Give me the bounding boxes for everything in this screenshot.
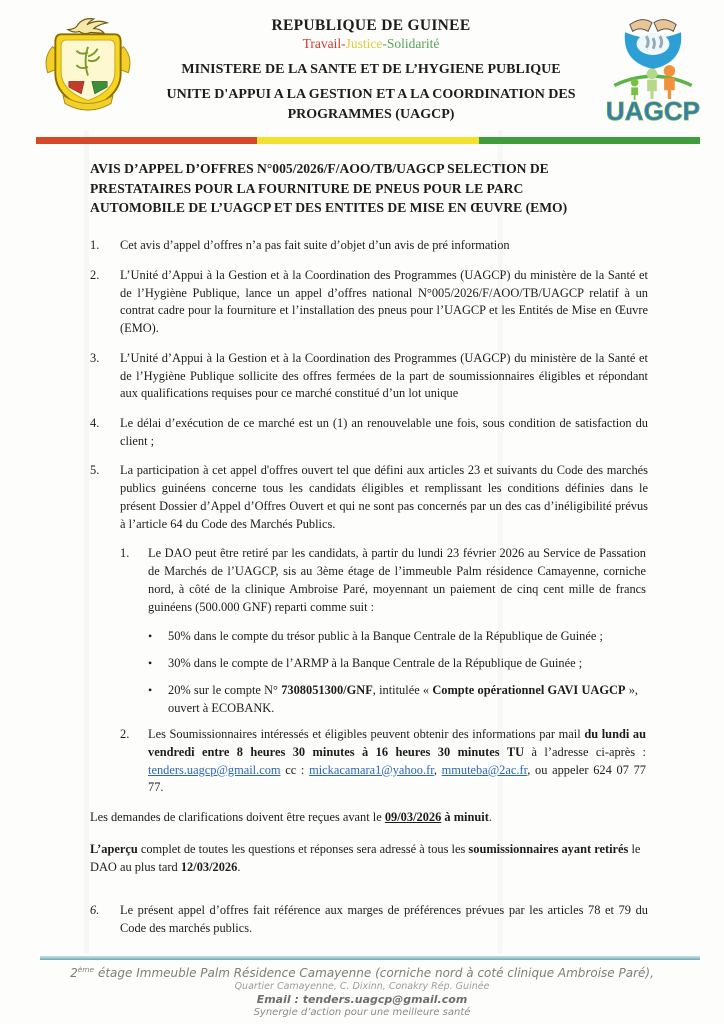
- list-item-2: [90, 267, 724, 338]
- email-link[interactable]: tenders.uagcp@gmail.com: [148, 762, 281, 777]
- scan-artifact-line: [84, 130, 89, 954]
- item-number: 4.: [90, 415, 100, 430]
- sub-list: [120, 545, 724, 797]
- national-motto: Travail-Justice-Solidarité: [302, 36, 440, 51]
- bullet-dot-icon: •: [148, 682, 153, 697]
- item-number: 3.: [90, 350, 100, 365]
- list-item-4: [90, 415, 724, 450]
- republic-title: REPUBLIQUE DE GUINEE: [271, 17, 471, 34]
- bullet-text: 50% dans le compte du trésor public à la Banque Centrale de la République de Guinée ;: [168, 629, 603, 644]
- list-item-3: [90, 350, 724, 403]
- item-text: L’Unité d’Appui à la Gestion et à la Coordination des Programmes (UAGCP) du ministère de la Santé et de l’Hygiène Publique sollicite des offres fermées de la part de soumissionnaires éligibles et répondant aux qualifications requises pour ce marché constitué d’un lot unique: [120, 350, 648, 401]
- list-item-6: [90, 902, 724, 937]
- footer-quarter: Quartier Camayenne, C. Dixinn, Conakry Rép. Guinée: [234, 981, 490, 992]
- item-text: Les Soumissionnaires intéressés et éligibles peuvent obtenir des informations par mail du lundi au vendredi entre 8 heures 30 minutes à 16 heures 30 minutes TU à l’adresse ci-après : tenders.uagcp@gmail.com cc : mickacamara1@yahoo.fr, mmuteba@2ac.fr, ou appeler 624 07 77 77.: [148, 727, 647, 795]
- sub-list-item-2: [120, 726, 724, 797]
- ministry-title: MINISTERE DE LA SANTE ET DE L’HYGIENE PUBLIQUE: [181, 62, 561, 77]
- payment-split-bullets: [148, 628, 724, 717]
- item-number: 2.: [90, 267, 100, 282]
- sub-list-item-1: [120, 545, 724, 616]
- clarifications-deadline-paragraph: Les demandes de clarifications doivent être reçues avant le 09/03/2026 à minuit.: [90, 810, 492, 825]
- email-link[interactable]: mickacamara1@yahoo.fr: [309, 762, 434, 777]
- divider-green-segment: [479, 137, 700, 144]
- document-footer: [0, 956, 724, 1018]
- item-text: Cet avis d’appel d’offres n’a pas fait suite d’objet d’un avis de pré information: [120, 238, 510, 253]
- divider-yellow-segment: [257, 137, 478, 144]
- guinea-coat-of-arms-icon: [40, 12, 140, 125]
- item-text: L’Unité d’Appui à la Gestion et à la Coordination des Programmes (UAGCP) du ministère de la Santé et de l’Hygiène Publique, lance un appel d’offres national N°005/2026/F/AOO/TB/UAGCP relatif à un contrat cadre pour la fourniture et l’installation des pneus pour l’UAGCP et les Entités de Mise en Œuvre (EMO).: [120, 267, 648, 336]
- item-text: Le DAO peut être retiré par les candidats, à partir du lundi 23 février 2026 au Service de Passation de Marchés de l’UAGCP, sis au 3ème étage de l’immeuble Palm résidence Camayenne, corniche nord, à côté de la clinique Ambroise Paré, moyennant un paiement de cinq cent mille de francs guinéens (500.000 GNF) reparti comme suit :: [148, 546, 646, 614]
- item-number: 2.: [120, 727, 130, 742]
- bullet-text: 20% sur le compte N° 7308051300/GNF, intitulée « Compte opérationnel GAVI UAGCP », ouvert à ECOBANK.: [168, 682, 638, 715]
- tender-notice-title: AVIS D’APPEL D’OFFRES N°005/2026/F/AOO/TB/UAGCP SELECTION DE PRESTATAIRES POUR LA FOURNITURE DE PNEUS POUR LE PARC AUTOMOBILE DE L’UAGCP ET DES ENTITES DE MISE EN ŒUVRE (EMO): [90, 161, 568, 216]
- divider-red-segment: [36, 137, 257, 144]
- item-text: Le présent appel d’offres fait référence aux marges de préférences prévues par les articles 78 et 79 du Code des marchés publics.: [120, 903, 648, 936]
- item-text: Le délai d’exécution de ce marché est un (1) an renouvelable une fois, sous condition de satisfaction du client ;: [120, 415, 648, 448]
- footer-email: Email : tenders.uagcp@gmail.com: [256, 993, 468, 1006]
- bullet-text: 30% dans le compte de l’ARMP à la Banque Centrale de la République de Guinée ;: [168, 656, 583, 671]
- uagcp-logo-icon: [602, 12, 706, 131]
- bullet-item-1: [148, 628, 724, 646]
- unit-title: UNITE D'APPUI A LA GESTION ET A LA COORDINATION DES PROGRAMMES (UAGCP): [166, 87, 576, 123]
- item-number: 1.: [120, 546, 130, 561]
- list-item-1: [90, 237, 724, 255]
- item-number: 6.: [90, 903, 100, 918]
- email-link[interactable]: mmuteba@2ac.fr: [441, 762, 528, 777]
- header-titles: [140, 12, 602, 126]
- tricolor-divider: [36, 137, 700, 144]
- uagcp-wordmark: UAGCP: [605, 96, 701, 126]
- footer-divider: [40, 956, 700, 960]
- notice-body: [90, 237, 724, 938]
- bullet-dot-icon: •: [148, 656, 153, 671]
- bullet-item-2: [148, 655, 724, 673]
- item-text: La participation à cet appel d'offres ouvert tel que défini aux articles 23 et suivants du Code des marchés publics guinéens concerne tous les candidats éligibles et remplissant les conditions définies dans le présent Dossier d’Appel d’Offres Ouvert et qui ne sont pas concernés par un des cas d’inéligibilité prévus à l’article 64 du Code des Marchés Publics.: [120, 463, 648, 531]
- bullet-dot-icon: •: [148, 629, 153, 644]
- document-header: [0, 0, 724, 131]
- footer-slogan: Synergie d’action pour une meilleure santé: [253, 1007, 471, 1018]
- list-item-5: [90, 462, 724, 533]
- footer-address: 2ème étage Immeuble Palm Résidence Camayenne (corniche nord à coté clinique Ambroise Paré),: [70, 965, 654, 980]
- questions-answers-paragraph: L’aperçu complet de toutes les questions et réponses sera adressé à tous les soumissionnaires ayant retirés le DAO au plus tard 12/03/2026.: [90, 841, 641, 874]
- item-number: 1.: [90, 238, 100, 253]
- bullet-item-3: [148, 682, 724, 717]
- item-number: 5.: [90, 463, 100, 478]
